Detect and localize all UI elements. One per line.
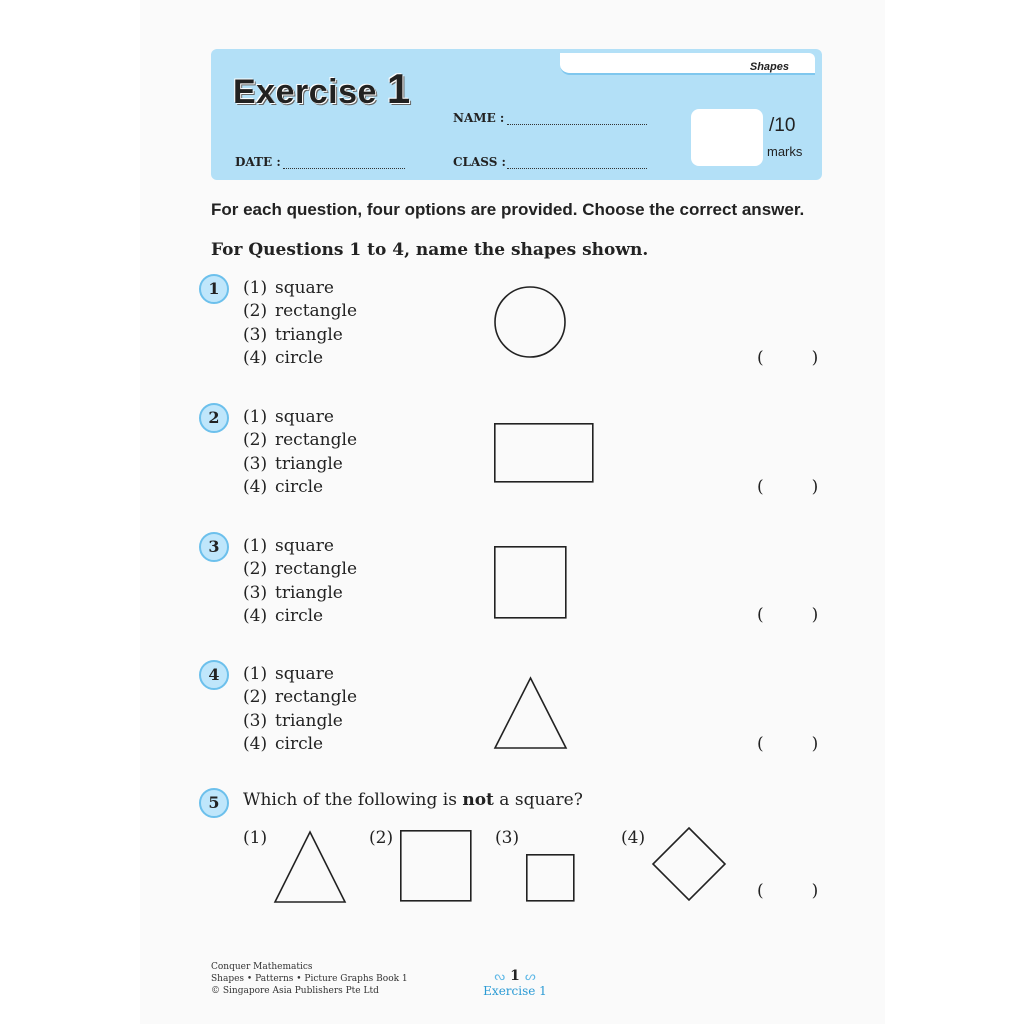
option-num: (3)	[243, 453, 268, 474]
question-number-5: 5	[199, 788, 229, 818]
topic-label: Shapes	[749, 61, 789, 73]
question-number-2: 2	[199, 403, 229, 433]
question-4-options	[243, 663, 357, 756]
question-number-4: 4	[199, 660, 229, 690]
small-square-icon[interactable]	[526, 854, 575, 902]
triangle-icon[interactable]	[274, 831, 346, 903]
option[interactable]	[243, 605, 357, 628]
option-num: (4)	[243, 476, 268, 497]
option-num: (3)	[243, 324, 268, 345]
option[interactable]	[243, 582, 357, 605]
option[interactable]	[243, 663, 357, 686]
option[interactable]	[243, 453, 357, 476]
option[interactable]	[243, 429, 357, 452]
page-label: Exercise 1	[483, 984, 547, 998]
q5-option-label-2[interactable]: (2)	[369, 828, 394, 848]
triangle-icon	[494, 677, 567, 750]
option-text: square	[275, 664, 334, 684]
option-text: triangle	[275, 453, 343, 474]
rectangle-icon	[494, 423, 594, 483]
option-num: (2)	[243, 559, 268, 580]
option-text: circle	[275, 733, 324, 754]
option-text: triangle	[275, 324, 343, 345]
q5-text-before: Which of the following is	[243, 790, 463, 810]
answer-blank-5[interactable]	[757, 881, 818, 901]
q5-option-label-3[interactable]: (3)	[495, 828, 520, 848]
option[interactable]	[243, 347, 357, 370]
paren-open: (	[757, 348, 764, 368]
paren-open: (	[757, 734, 764, 754]
option[interactable]	[243, 300, 357, 323]
option-num: (3)	[243, 582, 268, 603]
option[interactable]	[243, 686, 357, 709]
class-label: CLASS :	[453, 155, 506, 169]
option-text: circle	[275, 476, 324, 497]
page-footer	[470, 965, 560, 998]
paren-close: )	[811, 605, 819, 625]
option-num: (2)	[243, 430, 268, 451]
option-num: (3)	[243, 710, 268, 731]
marks-word: marks	[767, 144, 803, 159]
option[interactable]	[243, 710, 357, 733]
answer-blank-1[interactable]	[757, 348, 818, 368]
option-text: rectangle	[275, 301, 358, 322]
paren-close: )	[811, 881, 819, 901]
q5-text-bold: not	[462, 790, 494, 810]
answer-blank-4[interactable]	[757, 734, 818, 754]
paren-close: )	[811, 477, 819, 497]
swirl-left-icon: ᔓ	[494, 969, 506, 983]
paren-close: )	[811, 348, 819, 368]
option[interactable]	[243, 406, 357, 429]
diamond-icon[interactable]	[652, 827, 726, 901]
page-number: 1	[510, 968, 520, 984]
answer-blank-3[interactable]	[757, 605, 818, 625]
option[interactable]	[243, 476, 357, 499]
marks-total: /10	[769, 115, 796, 136]
q5-option-label-4[interactable]: (4)	[621, 828, 646, 848]
option[interactable]	[243, 324, 357, 347]
option-text: rectangle	[275, 687, 358, 708]
instruction: For each question, four options are provided. Choose the correct answer.	[211, 200, 805, 219]
option-text: triangle	[275, 710, 343, 731]
option-num: (4)	[243, 733, 268, 754]
option-num: (1)	[243, 536, 268, 556]
option-num: (4)	[243, 605, 268, 626]
option[interactable]	[243, 535, 357, 558]
option[interactable]	[243, 733, 357, 756]
option-text: circle	[275, 605, 324, 626]
option-text: triangle	[275, 582, 343, 603]
square-icon[interactable]	[400, 830, 472, 902]
question-5-text	[243, 790, 583, 810]
topic-tab	[560, 53, 815, 75]
option-num: (1)	[243, 664, 268, 684]
q5-text-after: a square?	[493, 790, 583, 810]
footer-line-3: © Singapore Asia Publishers Pte Ltd	[211, 986, 379, 996]
circle-icon	[494, 286, 566, 358]
exercise-word: Exercise	[233, 73, 377, 111]
question-number-3: 3	[199, 532, 229, 562]
option-num: (2)	[243, 301, 268, 322]
question-number-1: 1	[199, 274, 229, 304]
name-label: NAME :	[453, 111, 505, 125]
marks-box[interactable]	[691, 109, 763, 166]
option-num: (2)	[243, 687, 268, 708]
footer-line-2: Shapes • Patterns • Picture Graphs Book 1	[211, 974, 408, 984]
option-text: square	[275, 407, 334, 427]
question-3-options	[243, 535, 357, 628]
option-num: (1)	[243, 407, 268, 427]
sub-instruction: For Questions 1 to 4, name the shapes shown.	[211, 240, 649, 260]
date-label: DATE :	[235, 155, 281, 169]
question-1-options	[243, 277, 357, 370]
square-icon	[494, 546, 567, 619]
date-field[interactable]	[283, 168, 405, 169]
swirl-right-icon: ᔕ	[524, 969, 536, 983]
option-text: rectangle	[275, 559, 358, 580]
question-2-options	[243, 406, 357, 499]
paren-open: (	[757, 605, 764, 625]
exercise-title	[233, 65, 411, 113]
paren-close: )	[811, 734, 819, 754]
option-text: rectangle	[275, 430, 358, 451]
footer-line-1: Conquer Mathematics	[211, 962, 313, 972]
option[interactable]	[243, 277, 357, 300]
exercise-header	[211, 49, 822, 180]
footer-credits	[211, 961, 408, 997]
answer-blank-2[interactable]	[757, 477, 818, 497]
class-field[interactable]	[507, 168, 647, 169]
exercise-number: 1	[386, 65, 411, 112]
name-field[interactable]	[507, 124, 647, 125]
option-text: square	[275, 278, 334, 298]
q5-option-label-1[interactable]: (1)	[243, 828, 268, 848]
paren-open: (	[757, 881, 764, 901]
paren-open: (	[757, 477, 764, 497]
option-num: (1)	[243, 278, 268, 298]
option-num: (4)	[243, 347, 268, 368]
option-text: circle	[275, 347, 324, 368]
option-text: square	[275, 536, 334, 556]
option[interactable]	[243, 558, 357, 581]
